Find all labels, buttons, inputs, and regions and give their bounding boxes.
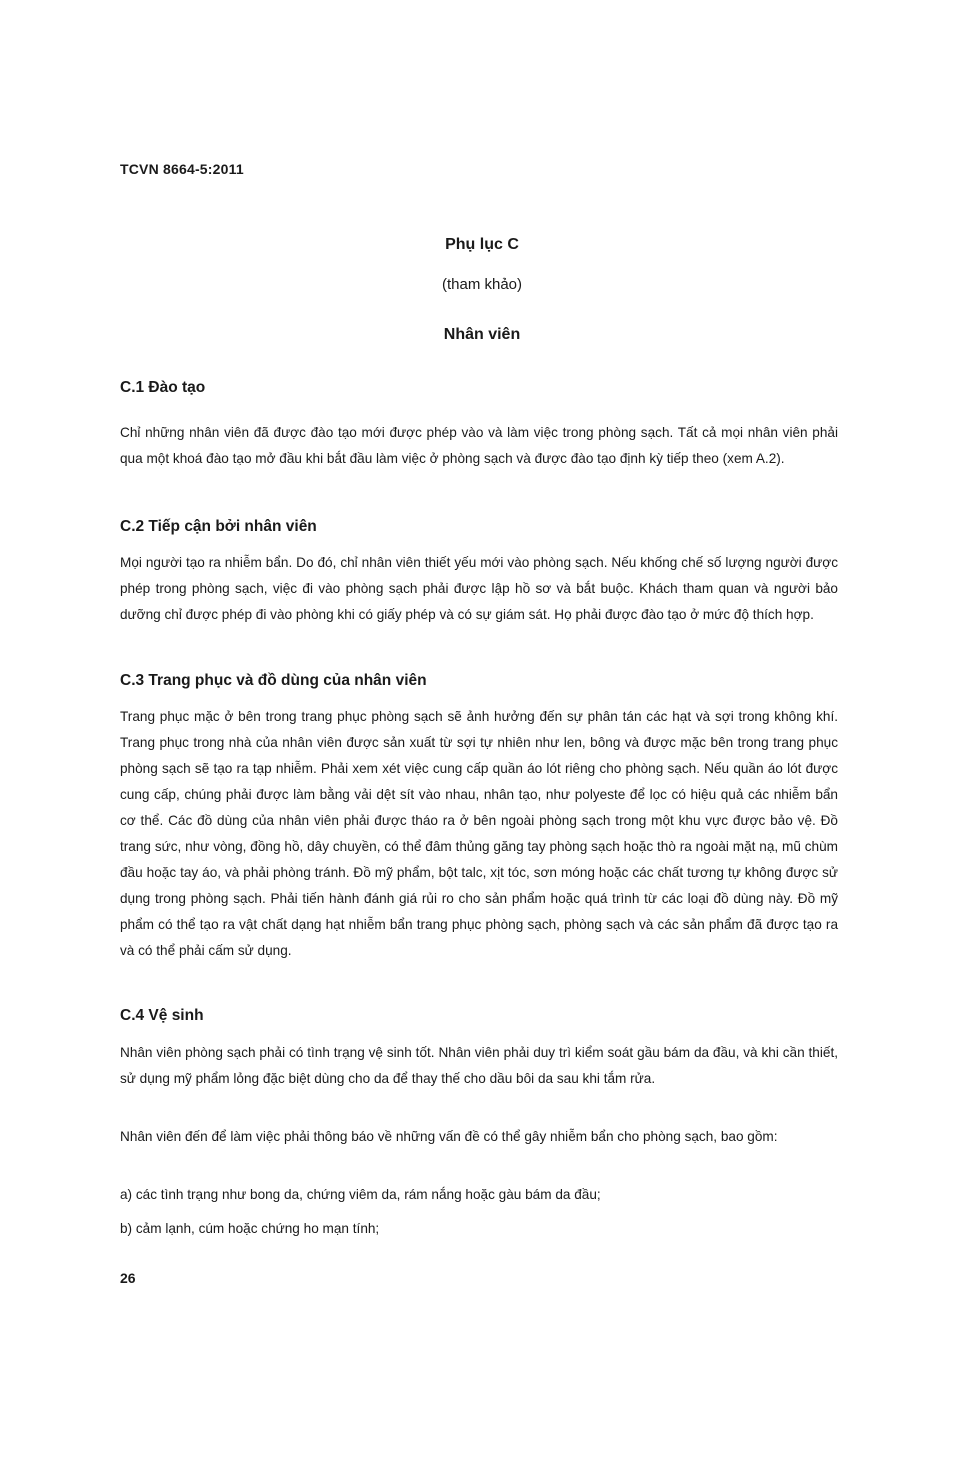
section-heading-c4: C.4 Vệ sinh	[120, 1007, 204, 1024]
section-heading-c3: C.3 Trang phục và đồ dùng của nhân viên	[120, 672, 427, 689]
annex-subtitle: (tham khảo)	[441, 276, 523, 293]
annex-name: Nhân viên	[443, 326, 521, 343]
page-number: 26	[120, 1270, 136, 1286]
list-item-b: b) cảm lạnh, cúm hoặc chứng ho mạn tính;	[120, 1221, 380, 1236]
section-c4-paragraph-2: Nhân viên đến để làm việc phải thông báo về những vấn đề có thể gây nhiễm bẩn cho phòng sạch, bao gồm:	[120, 1129, 778, 1144]
document-code: TCVN 8664-5:2011	[120, 161, 244, 177]
section-c4-paragraph-1: Nhân viên phòng sạch phải có tình trạng vệ sinh tốt. Nhân viên phải duy trì kiểm soát gầu bám da đầu, và khi cần thiết, sử dụng mỹ phẩm lỏng đặc biệt dùng cho da để thay thế cho dầu bôi da sau khi tắm rửa.	[120, 1045, 838, 1086]
section-heading-c1: C.1 Đào tạo	[120, 379, 206, 396]
section-c2-paragraph: Mọi người tạo ra nhiễm bẩn. Do đó, chỉ nhân viên thiết yếu mới vào phòng sạch. Nếu khống chế số lượng người được phép trong phòng sạch, việc đi vào phòng sạch phải được lập hồ sơ và bắt buộc. Khách tham quan và người bảo dưỡng chỉ được phép đi vào phòng khi có giấy phép và có sự giám sát. Họ phải được đào tạo ở mức độ thích hợp.	[120, 555, 838, 622]
section-c1-paragraph: Chỉ những nhân viên đã được đào tạo mới được phép vào và làm việc trong phòng sạch. Tất cả mọi nhân viên phải qua một khoá đào tạo mở đầu khi bắt đầu làm việc ở phòng sạch và được đào tạo định kỳ tiếp theo (xem A.2).	[120, 425, 838, 466]
section-c3-paragraph: Trang phục mặc ở bên trong trang phục phòng sạch sẽ ảnh hưởng đến sự phân tán các hạt và sợi trong không khí. Trang phục trong nhà của nhân viên được sản xuất từ sợi tự nhiên như len, bông và được mặc bên trong trang phục phòng sạch sẽ tạo ra tạp nhiễm. Phải xem xét việc cung cấp quần áo lót riêng cho phòng sạch. Nếu quần áo lót được cung cấp, chúng phải được làm bằng vải dệt sít vào nhau, nhân tạo, như polyeste để lọc có hiệu quả các nhiễm bẩn cơ thể. Các đồ dùng của nhân viên phải được tháo ra ở bên ngoài phòng sạch trong một khu vực được bảo vệ. Đồ trang sức, như vòng, đồng hồ, dây chuyền, có thể đâm thủng găng tay phòng sạch hoặc thò ra ngoài mặt nạ, mũ chùm đầu hoặc tay áo, và phải phòng tránh. Đồ mỹ phẩm, bột talc, xịt tóc, sơn móng hoặc các chất tương tự không được sử dụng trong phòng sạch. Phải tiến hành đánh giá rủi ro cho sản phẩm hoặc quá trình từ các loại đồ dùng này. Đồ mỹ phẩm có thể tạo ra vật chất dạng hạt nhiễm bẩn trang phục phòng sạch, phòng sạch và các sản phẩm đã được tạo ra và có thể phải cấm sử dụng.	[120, 709, 838, 958]
list-item-a: a) các tình trạng như bong da, chứng viêm da, rám nắng hoặc gàu bám da đầu;	[120, 1187, 601, 1202]
section-heading-c2: C.2 Tiếp cận bởi nhân viên	[120, 518, 317, 535]
annex-title: Phụ lục C	[445, 236, 519, 253]
